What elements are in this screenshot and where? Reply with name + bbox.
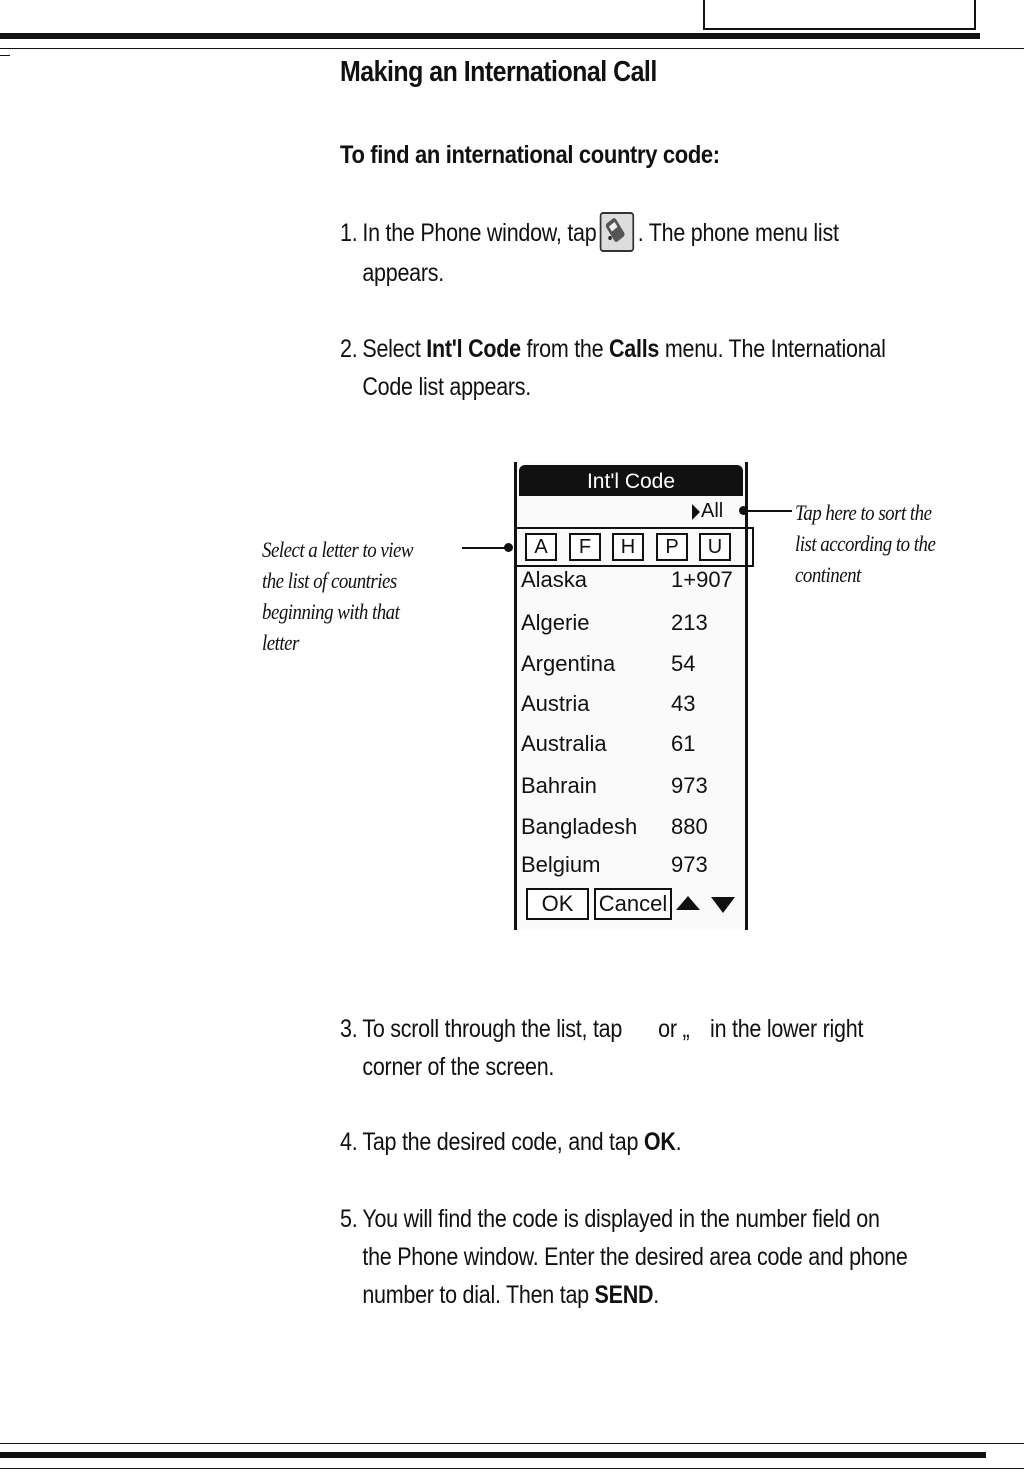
callout-line: continent bbox=[795, 562, 861, 587]
header-box bbox=[703, 0, 976, 30]
country-code[interactable]: 973 bbox=[671, 773, 708, 798]
cancel-button[interactable]: Cancel bbox=[594, 888, 672, 920]
step-text: . The phone menu list bbox=[637, 219, 839, 247]
scroll-up-icon[interactable] bbox=[676, 896, 700, 910]
country-code[interactable]: 54 bbox=[671, 651, 696, 676]
country-code[interactable]: 213 bbox=[671, 610, 708, 635]
page-title: Making an International Call bbox=[340, 56, 657, 88]
step-text: from the bbox=[520, 335, 610, 363]
margin-mark bbox=[0, 55, 10, 56]
step-5 bbox=[340, 1200, 908, 1314]
step-text: Tap the desired code, and tap bbox=[362, 1128, 644, 1156]
scroll-down-icon[interactable] bbox=[711, 897, 735, 913]
country-name[interactable]: Austria bbox=[521, 691, 590, 716]
step-number: 5. bbox=[340, 1205, 358, 1233]
dialog-title: Int'l Code bbox=[519, 465, 743, 496]
callout-line: Select a letter to view bbox=[262, 537, 413, 562]
country-name[interactable]: Bangladesh bbox=[521, 814, 638, 839]
sort-callout bbox=[795, 497, 935, 590]
callout-line: beginning with that bbox=[262, 599, 400, 624]
step-number: 2. bbox=[340, 335, 358, 363]
leader-dot bbox=[739, 506, 748, 515]
ok-button[interactable]: OK bbox=[526, 888, 589, 920]
country-name[interactable]: Algerie bbox=[521, 610, 590, 635]
footer-rule bbox=[0, 1452, 986, 1458]
country-name[interactable]: Belgium bbox=[521, 852, 601, 877]
country-code[interactable]: 43 bbox=[671, 691, 696, 716]
menu-item-name: Int'l Code bbox=[426, 335, 521, 363]
footer-rule-bottom bbox=[0, 1468, 1024, 1469]
step-text: menu. The International bbox=[659, 335, 886, 363]
step-1 bbox=[340, 214, 839, 292]
letter-button-f[interactable]: F bbox=[569, 533, 601, 561]
step-text: Code list appears. bbox=[362, 373, 532, 401]
step-text: in the lower right bbox=[710, 1015, 864, 1043]
triangle-right-icon bbox=[692, 504, 700, 520]
country-name[interactable]: Bahrain bbox=[521, 773, 597, 798]
country-name[interactable]: Argentina bbox=[521, 651, 616, 676]
country-code[interactable]: 61 bbox=[671, 731, 696, 756]
step-text: . bbox=[675, 1128, 682, 1156]
header-rule bbox=[0, 33, 980, 39]
step-number: 4. bbox=[340, 1128, 358, 1156]
step-number: 3. bbox=[340, 1015, 358, 1043]
country-code[interactable]: 1+907 bbox=[671, 567, 733, 592]
step-text: In the Phone window, tap bbox=[362, 219, 597, 247]
leader-line bbox=[462, 547, 510, 549]
letter-button-h[interactable]: H bbox=[612, 533, 644, 561]
leader-line bbox=[744, 510, 792, 512]
sort-all-label: All bbox=[701, 500, 724, 522]
step-text: number to dial. Then tap bbox=[362, 1281, 595, 1309]
leader-dot bbox=[504, 543, 513, 552]
step-4 bbox=[340, 1123, 681, 1161]
callout-line: Tap here to sort the bbox=[795, 500, 932, 525]
country-name[interactable]: Alaska bbox=[521, 567, 588, 592]
callout-line: letter bbox=[262, 630, 299, 655]
step-text: corner of the screen. bbox=[362, 1053, 555, 1081]
step-number: 1. bbox=[340, 219, 358, 247]
callout-line: the list of countries bbox=[262, 568, 397, 593]
letter-button-u[interactable]: U bbox=[699, 533, 731, 561]
step-text: To scroll through the list, tap bbox=[362, 1015, 623, 1043]
letter-callout bbox=[262, 534, 413, 658]
menu-name: Calls bbox=[609, 335, 660, 363]
header-rule-thin bbox=[0, 48, 1024, 49]
send-label: SEND bbox=[594, 1281, 654, 1309]
country-name[interactable]: Australia bbox=[521, 731, 607, 756]
callout-line: list according to the bbox=[795, 531, 936, 556]
step-text: the Phone window. Enter the desired area code and phone bbox=[362, 1243, 908, 1271]
country-code[interactable]: 880 bbox=[671, 814, 708, 839]
step-text: . bbox=[653, 1281, 659, 1309]
scroll-glyph: „ bbox=[682, 1015, 690, 1043]
letter-button-a[interactable]: A bbox=[525, 533, 557, 561]
step-2 bbox=[340, 330, 886, 406]
country-code[interactable]: 973 bbox=[671, 852, 708, 877]
ok-label: OK bbox=[643, 1128, 676, 1156]
section-subtitle: To find an international country code: bbox=[340, 141, 720, 169]
step-text: appears. bbox=[362, 259, 444, 288]
step-text: or bbox=[658, 1015, 677, 1043]
step-text: You will find the code is displayed in the number field on bbox=[362, 1205, 880, 1233]
letter-button-p[interactable]: P bbox=[656, 533, 688, 561]
footer-rule-thin bbox=[0, 1443, 1024, 1444]
sort-all-button[interactable] bbox=[692, 500, 723, 523]
step-text: Select bbox=[362, 335, 427, 363]
step-3 bbox=[340, 1010, 863, 1086]
phone-menu-icon bbox=[600, 212, 634, 252]
